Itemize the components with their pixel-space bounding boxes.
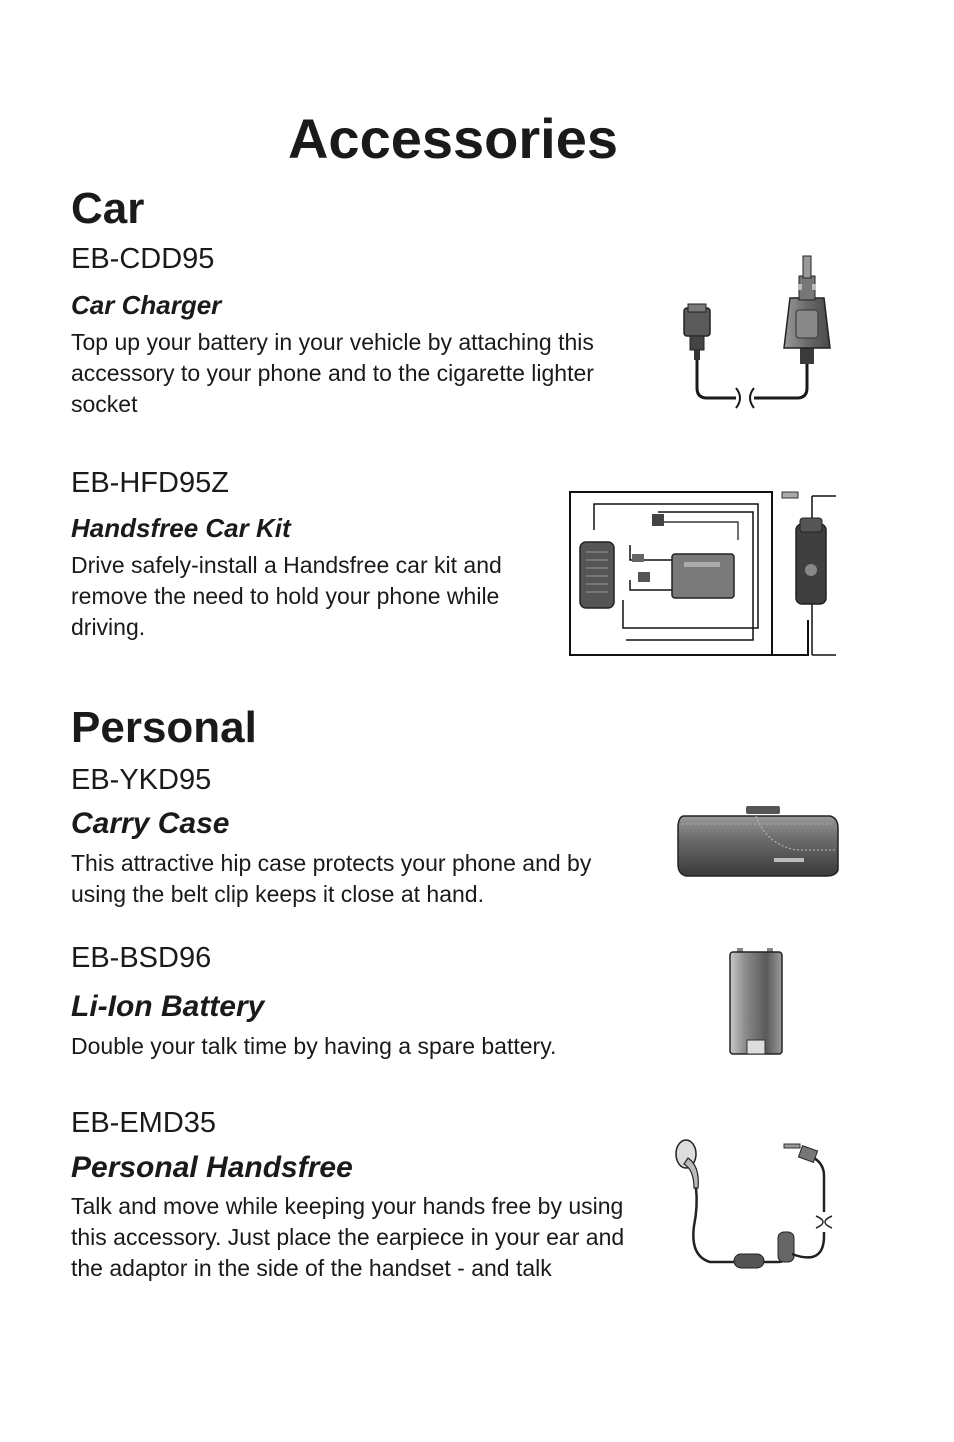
product-code: EB-EMD35 <box>71 1107 217 1139</box>
product-name: Li-Ion Battery <box>71 990 265 1023</box>
product-description: Double your talk time by having a spare battery. <box>71 1033 557 1059</box>
product-description: This attractive hip case protects your phone and by using the belt clip keeps it close at hand. <box>71 850 592 907</box>
battery-image <box>727 946 785 1058</box>
product-code: EB-CDD95 <box>71 243 215 275</box>
section-title-personal: Personal <box>71 703 257 752</box>
product-code: EB-YKD95 <box>71 764 212 796</box>
product-name: Carry Case <box>71 807 230 840</box>
product-code: EB-HFD95Z <box>71 467 229 499</box>
product-name: Handsfree Car Kit <box>71 513 291 543</box>
handsfree-car-kit-image <box>568 490 838 660</box>
car-charger-image <box>672 248 842 418</box>
product-description: Top up your battery in your vehicle by attaching this accessory to your phone and to the cigarette lighter socket <box>71 329 594 417</box>
section-title-car: Car <box>71 184 145 233</box>
product-name: Personal Handsfree <box>71 1151 353 1184</box>
carry-case-image <box>676 804 840 880</box>
page-title: Accessories <box>287 107 618 170</box>
product-name: Car Charger <box>71 290 222 320</box>
personal-handsfree-image <box>674 1136 838 1274</box>
product-description: Drive safely-install a Handsfree car kit and remove the need to hold your phone while driving. <box>71 552 502 640</box>
product-description: Talk and move while keeping your hands free by using this accessory. Just place the earpiece in your ear and the adaptor in the side of the handset - and talk <box>71 1193 625 1281</box>
product-code: EB-BSD96 <box>71 942 212 974</box>
